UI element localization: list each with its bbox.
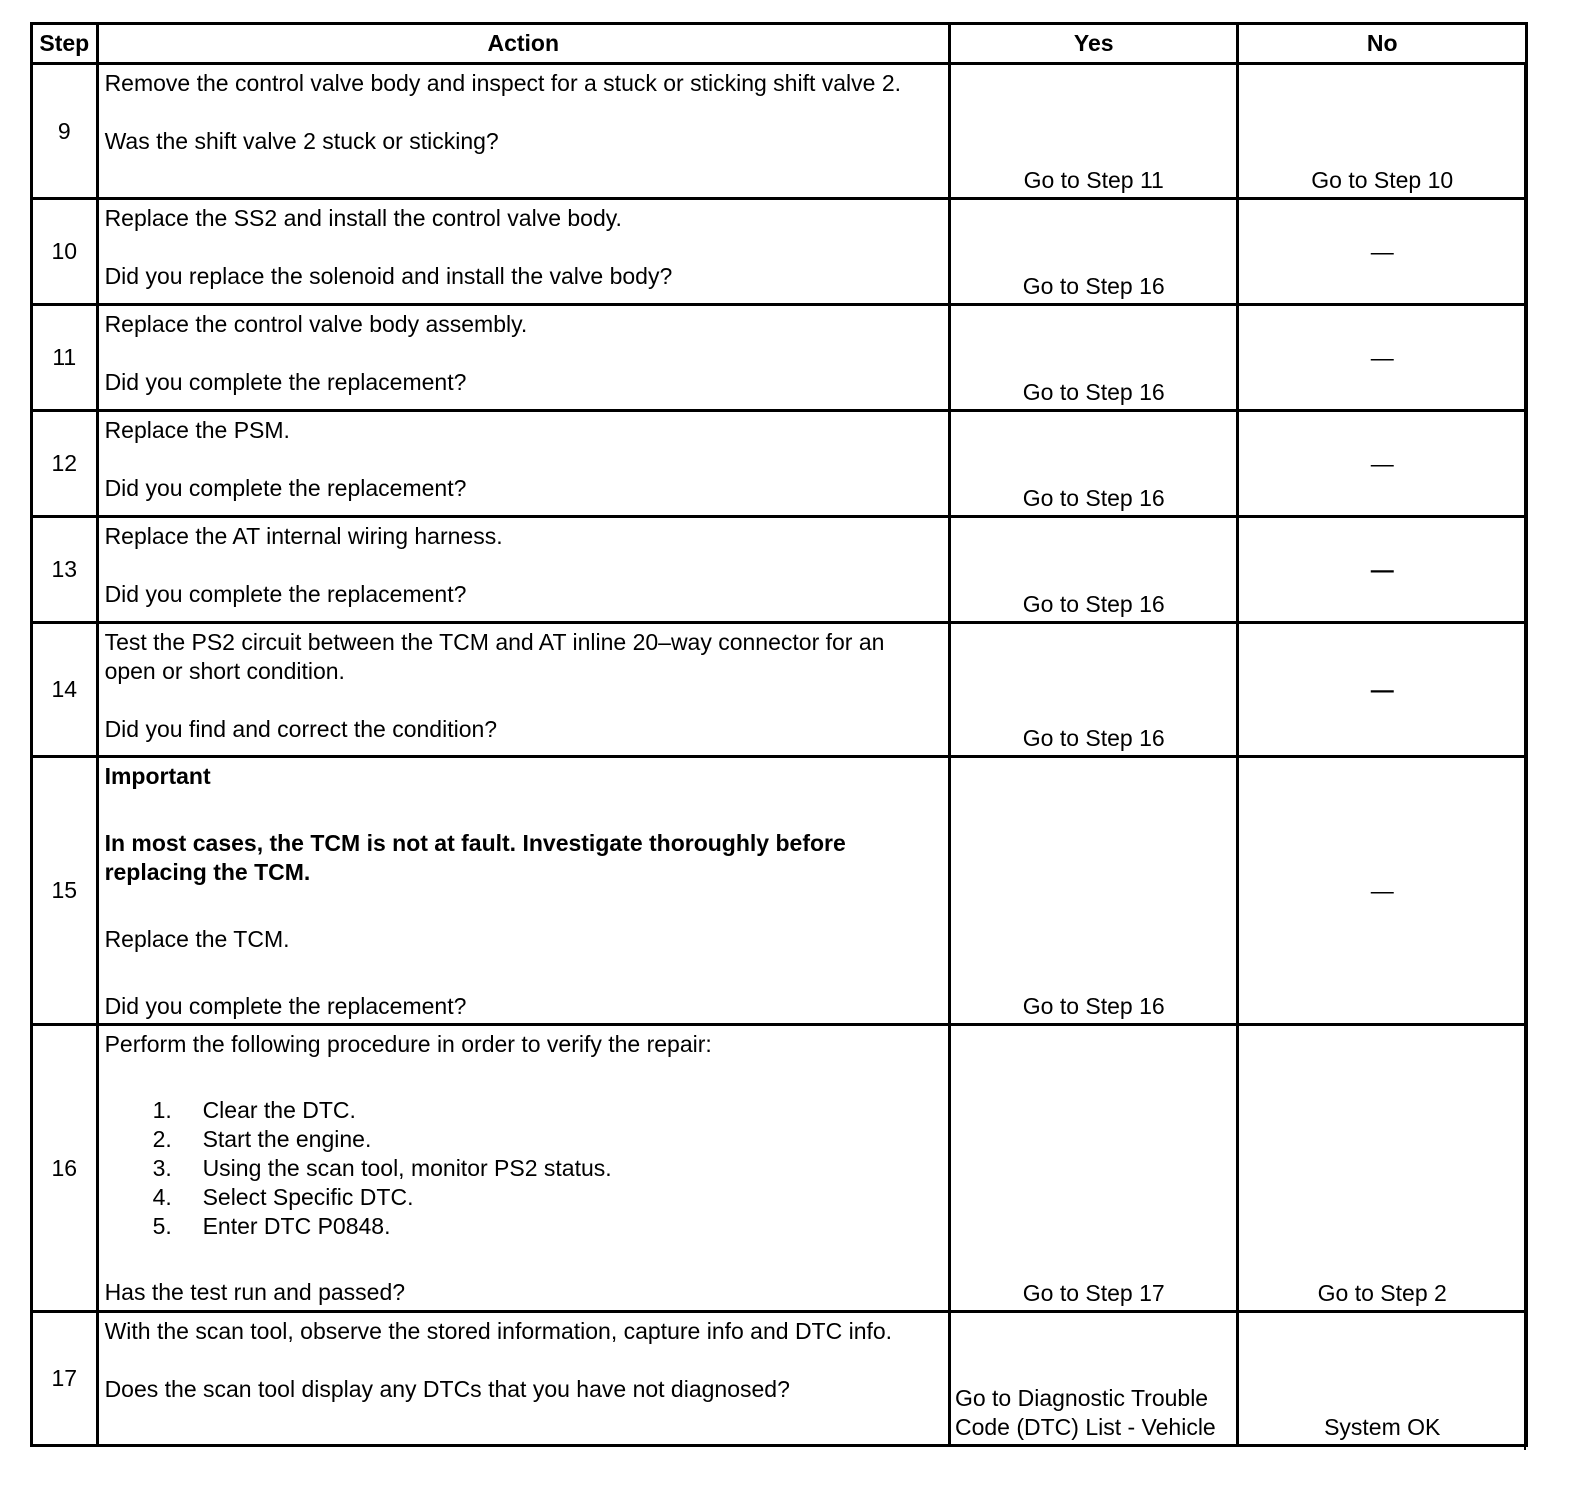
table-row-step-17	[32, 1312, 1527, 1446]
step-number: 16	[32, 1025, 98, 1312]
table-row-step-14	[32, 623, 1527, 757]
step-number: 14	[32, 623, 98, 757]
action-cell	[97, 1312, 949, 1446]
action-cell	[97, 411, 949, 517]
no-dash: —	[1370, 238, 1394, 264]
action-instruction: Replace the SS2 and install the control valve body.	[104, 205, 622, 231]
action-question: Did you complete the replacement?	[104, 369, 467, 395]
no-cell: Go to Step 10	[1238, 64, 1527, 199]
header-action: Action	[97, 24, 949, 64]
no-cell: System OK	[1238, 1312, 1527, 1446]
action-cell	[97, 199, 949, 305]
step-number: 9	[32, 64, 98, 199]
action-cell	[97, 305, 949, 411]
list-item	[105, 1212, 942, 1241]
table-row-step-11	[32, 305, 1527, 411]
action-cell	[97, 623, 949, 757]
no-cell	[1238, 757, 1527, 1025]
action-instruction: Replace the AT internal wiring harness.	[104, 523, 503, 549]
action-instruction: Replace the control valve body assembly.	[104, 311, 528, 337]
table-row-step-9	[32, 64, 1527, 199]
step-number: 17	[32, 1312, 98, 1446]
yes-cell: Go to Step 16	[949, 411, 1238, 517]
action-instruction: Replace the PSM.	[104, 417, 290, 443]
table-row-step-12	[32, 411, 1527, 517]
step-number: 15	[32, 757, 98, 1025]
action-question: Does the scan tool display any DTCs that you have not diagnosed?	[104, 1376, 790, 1402]
no-cell	[1238, 517, 1527, 623]
step-number: 11	[32, 305, 98, 411]
action-question: Did you complete the replacement?	[104, 993, 467, 1019]
table-right-edge-line	[1524, 62, 1526, 1450]
action-question: Was the shift valve 2 stuck or sticking?	[104, 128, 499, 154]
yes-cell: Go to Step 17	[949, 1025, 1238, 1312]
yes-cell: Go to Step 16	[949, 199, 1238, 305]
important-label: Important	[104, 763, 211, 789]
action-question: Did you find and correct the condition?	[104, 716, 498, 742]
action-instruction: Remove the control valve body and inspect for a stuck or sticking shift valve 2.	[104, 70, 902, 96]
table-row-step-10	[32, 199, 1527, 305]
action-instruction: Replace the TCM.	[104, 926, 290, 952]
header-step: Step	[32, 24, 98, 64]
list-text: Clear the DTC.	[202, 1097, 356, 1123]
yes-cell: Go to Step 16	[949, 517, 1238, 623]
step-number: 10	[32, 199, 98, 305]
list-number: 4.	[152, 1184, 172, 1210]
action-cell	[97, 1025, 949, 1312]
no-cell	[1238, 305, 1527, 411]
no-cell	[1238, 411, 1527, 517]
yes-cell: Go to Step 11	[949, 64, 1238, 199]
action-instruction: Test the PS2 circuit between the TCM and AT inline 20–way connector for an open or short condition.	[104, 629, 885, 684]
action-cell	[97, 517, 949, 623]
no-cell	[1238, 199, 1527, 305]
action-question: Has the test run and passed?	[104, 1279, 406, 1305]
list-item	[105, 1125, 942, 1154]
diagnostic-table-container	[30, 22, 1528, 1447]
list-item	[105, 1154, 942, 1183]
action-question: Did you complete the replacement?	[104, 475, 467, 501]
list-number: 5.	[152, 1213, 172, 1239]
yes-cell: Go to Diagnostic Trouble Code (DTC) List - Vehicle	[949, 1312, 1238, 1446]
no-cell: Go to Step 2	[1238, 1025, 1527, 1312]
procedure-list	[105, 1088, 942, 1241]
list-item	[105, 1096, 942, 1125]
list-text: Using the scan tool, monitor PS2 status.	[202, 1155, 612, 1181]
list-number: 1.	[152, 1097, 172, 1123]
no-dash: —	[1370, 450, 1394, 476]
header-yes: Yes	[949, 24, 1238, 64]
list-text: Enter DTC P0848.	[202, 1213, 391, 1239]
table-header-row	[32, 24, 1527, 64]
list-text: Start the engine.	[202, 1126, 372, 1152]
header-no: No	[1238, 24, 1527, 64]
action-instruction: With the scan tool, observe the stored information, capture info and DTC info.	[104, 1318, 893, 1344]
yes-cell: Go to Step 16	[949, 305, 1238, 411]
no-cell	[1238, 623, 1527, 757]
list-number: 3.	[152, 1155, 172, 1181]
table-row-step-13	[32, 517, 1527, 623]
diagnostic-steps-table	[30, 22, 1528, 1447]
list-number: 2.	[152, 1126, 172, 1152]
no-dash: —	[1370, 676, 1394, 702]
step-number: 12	[32, 411, 98, 517]
yes-cell: Go to Step 16	[949, 623, 1238, 757]
action-question: Did you replace the solenoid and install the valve body?	[104, 263, 673, 289]
action-question: Did you complete the replacement?	[104, 581, 467, 607]
no-dash: —	[1370, 556, 1394, 582]
no-dash: —	[1370, 344, 1394, 370]
table-row-step-16	[32, 1025, 1527, 1312]
action-cell	[97, 64, 949, 199]
important-note: In most cases, the TCM is not at fault. Investigate thoroughly before replacing the TCM.	[104, 830, 846, 885]
table-row-step-15	[32, 757, 1527, 1025]
action-cell	[97, 757, 949, 1025]
step-number: 13	[32, 517, 98, 623]
no-dash: —	[1370, 877, 1394, 903]
list-text: Select Specific DTC.	[202, 1184, 414, 1210]
action-instruction: Perform the following procedure in order to verify the repair:	[104, 1031, 712, 1057]
yes-cell: Go to Step 16	[949, 757, 1238, 1025]
list-item	[105, 1183, 942, 1212]
